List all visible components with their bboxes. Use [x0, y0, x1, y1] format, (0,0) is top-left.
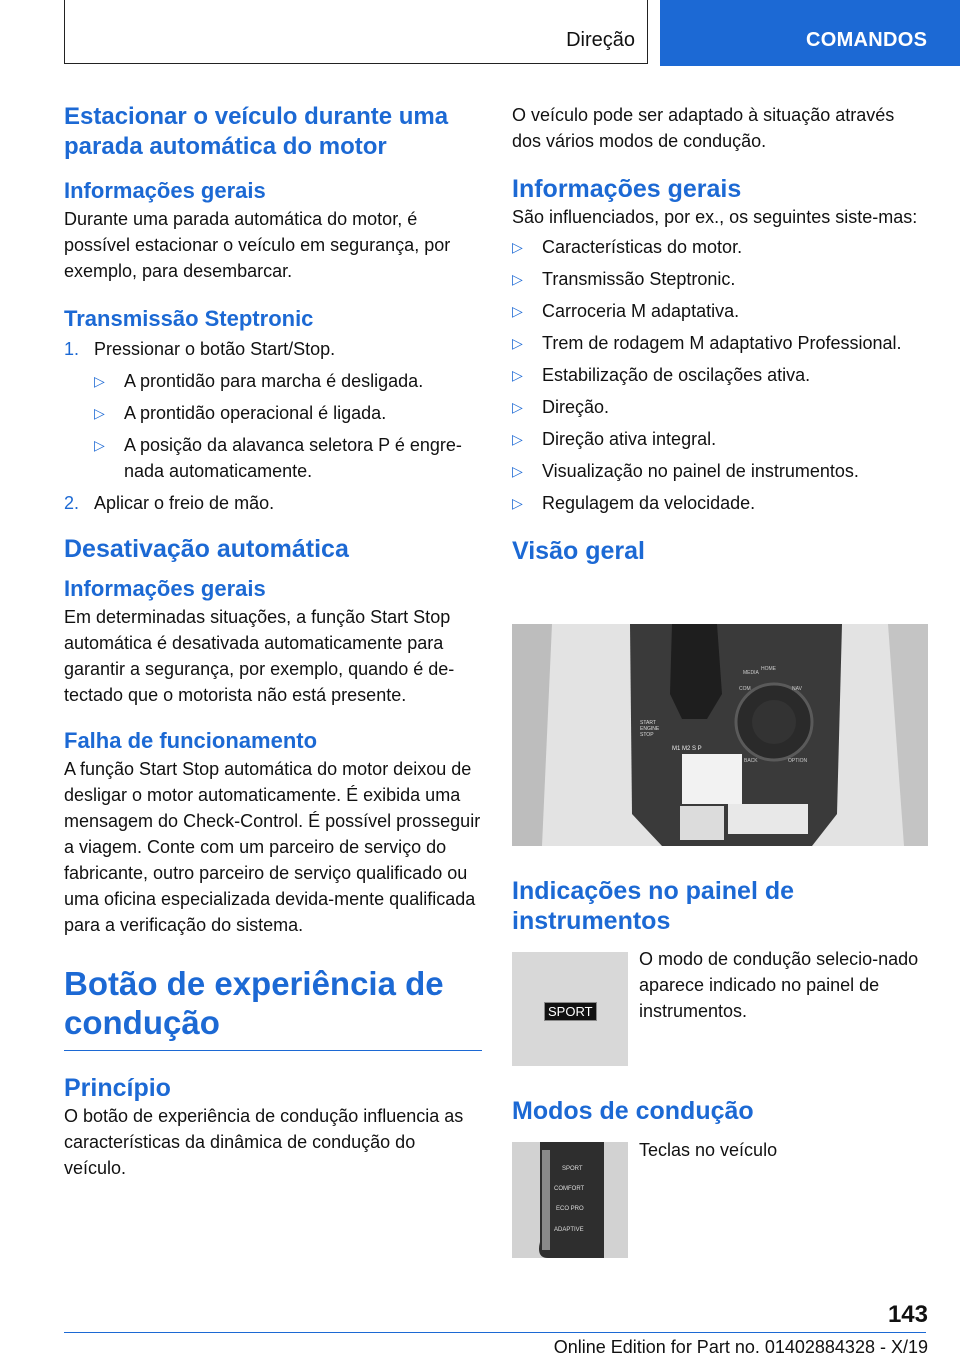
triangle-bullet-icon: ▷ — [512, 303, 523, 319]
triangle-bullet-icon: ▷ — [94, 373, 105, 389]
systems-list-item-text: Transmissão Steptronic. — [542, 269, 736, 289]
heading-general-info-3: Informações gerais — [512, 175, 742, 203]
heading-instrument-display: Indicações no painel de instrumentos — [512, 877, 795, 935]
paragraph-intro: O veículo pode ser adaptado à situação através dos vários modos de condução. — [512, 105, 895, 151]
triangle-bullet-icon: ▷ — [512, 367, 523, 383]
header-section-title: Direção — [566, 29, 635, 51]
systems-list-item-text: Direção ativa integral. — [542, 429, 717, 449]
paragraph-general-info-1: Durante uma parada automática do motor, é possível estacionar o veículo em segurança, por exemplo, para desembarcar. — [64, 209, 451, 281]
console-photo — [512, 624, 928, 846]
sport-display-image — [512, 952, 628, 1066]
triangle-bullet-icon: ▷ — [512, 463, 523, 479]
console-label-back: BACK — [744, 758, 758, 764]
console-label-gear: M1 M2 S P — [672, 746, 702, 752]
console-label-option: OPTION — [788, 758, 808, 764]
systems-list-item — [512, 426, 928, 452]
heading-general-info-1: Informações gerais — [64, 178, 266, 203]
systems-list-item — [512, 330, 928, 356]
paragraph-driving-modes: Teclas no veículo — [639, 1140, 778, 1160]
systems-list-item — [512, 234, 928, 260]
systems-list-item-text: Características do motor. — [542, 237, 743, 257]
console-label-media: MEDIA — [743, 670, 759, 676]
heading-driving-modes: Modos de condução — [512, 1097, 754, 1125]
heading-steptronic: Transmissão Steptronic — [64, 306, 314, 331]
systems-list-item-text: Direção. — [542, 397, 610, 417]
console-illustration — [512, 624, 928, 846]
triangle-bullet-icon: ▷ — [94, 405, 105, 421]
step-subitem — [64, 432, 482, 484]
paragraph-instrument-display: O modo de condução selecio-nado aparece indicado no painel de instrumentos. — [639, 949, 919, 1021]
heading-malfunction: Falha de funcionamento — [64, 728, 318, 753]
step-item — [64, 336, 482, 362]
footer-edition: Online Edition for Part no. 01402884328 - X/19 — [553, 1337, 928, 1357]
systems-list-item — [512, 298, 928, 324]
triangle-bullet-icon: ▷ — [512, 431, 523, 447]
step-text: Aplicar o freio de mão. — [94, 493, 275, 513]
heading-overview: Visão geral — [512, 537, 645, 565]
systems-list-item — [512, 458, 928, 484]
heading-auto-deactivation: Desativação automática — [64, 535, 349, 563]
mode-keys-illustration — [512, 1142, 628, 1258]
triangle-bullet-icon: ▷ — [512, 399, 523, 415]
step-number: 1. — [64, 339, 80, 359]
heading-principle: Princípio — [64, 1074, 171, 1102]
systems-list-item-text: Visualização no painel de instrumentos. — [542, 461, 859, 481]
right-column — [512, 102, 928, 566]
systems-list-item-text: Trem de rodagem M adaptativo Professional. — [542, 333, 902, 353]
heading-park-during-stop: Estacionar o veículo durante uma parada automática do motor — [64, 103, 449, 160]
triangle-bullet-icon: ▷ — [94, 437, 105, 453]
paragraph-principle: O botão de experiência de condução influencia as características da dinâmica de condução do veículo. — [64, 1106, 464, 1178]
triangle-bullet-icon: ▷ — [512, 239, 523, 255]
step-number: 2. — [64, 493, 80, 513]
step-subitem-text: A prontidão para marcha é desligada. — [124, 371, 424, 391]
systems-list-item-text: Estabilização de oscilações ativa. — [542, 365, 811, 385]
step-subitem — [64, 400, 482, 426]
left-column — [64, 102, 482, 1181]
console-label-com: COM — [739, 686, 751, 692]
console-label-nav: NAV — [792, 686, 802, 692]
systems-list-item — [512, 490, 928, 516]
mode-key-sport: SPORT — [562, 1166, 583, 1172]
mode-keys-image — [512, 1142, 628, 1258]
console-label-start-stop: START ENGINE STOP — [640, 720, 660, 738]
mode-key-adaptive: ADAPTIVE — [554, 1227, 584, 1233]
sport-badge: SPORT — [544, 1002, 597, 1021]
mode-key-eco-pro: ECO PRO — [556, 1206, 584, 1212]
triangle-bullet-icon: ▷ — [512, 271, 523, 287]
step-subitem-text: A posição da alavanca seletora P é engre-nada automaticamente. — [124, 435, 462, 481]
header-chapter-title: COMANDOS — [806, 29, 928, 51]
paragraph-general-info-2: Em determinadas situações, a função Start Stop automática é desativada automaticamente para garantir a segurança, por exemplo, quando é de-tectado que o motorista não está presente. — [64, 607, 455, 705]
step-text: Pressionar o botão Start/Stop. — [94, 339, 336, 359]
systems-list-item — [512, 362, 928, 388]
page-number: 143 — [887, 1301, 928, 1328]
systems-list-item — [512, 394, 928, 420]
footer-rule — [64, 1332, 926, 1333]
paragraph-malfunction: A função Start Stop automática do motor deixou de desligar o motor automaticamente. É exibida uma mensagem do Check-Control. É possível prosseguir a viagem. Conte com um parceiro de serviço do fabricante, outro parceiro de serviço qualificado ou uma oficina especializada devida-mente qualificada para a verificação do sistema. — [64, 759, 481, 935]
header-section-box — [64, 0, 648, 64]
systems-list-item-text: Carroceria M adaptativa. — [542, 301, 740, 321]
step-subitem-text: A prontidão operacional é ligada. — [124, 403, 387, 423]
step-item — [64, 490, 482, 516]
heading-general-info-2: Informações gerais — [64, 576, 266, 601]
header-chapter-box — [660, 0, 960, 66]
triangle-bullet-icon: ▷ — [512, 335, 523, 351]
systems-list-item — [512, 266, 928, 292]
step-subitem — [64, 368, 482, 394]
triangle-bullet-icon: ▷ — [512, 495, 523, 511]
mode-key-comfort: COMFORT — [554, 1186, 585, 1192]
heading-driving-experience-button: Botão de experiência de condução — [64, 965, 444, 1041]
console-label-home: HOME — [761, 666, 776, 672]
paragraph-general-info-3: São influenciados, por ex., os seguintes siste-mas: — [512, 207, 918, 227]
systems-list-item-text: Regulagem da velocidade. — [542, 493, 756, 513]
systems-list — [512, 234, 928, 516]
